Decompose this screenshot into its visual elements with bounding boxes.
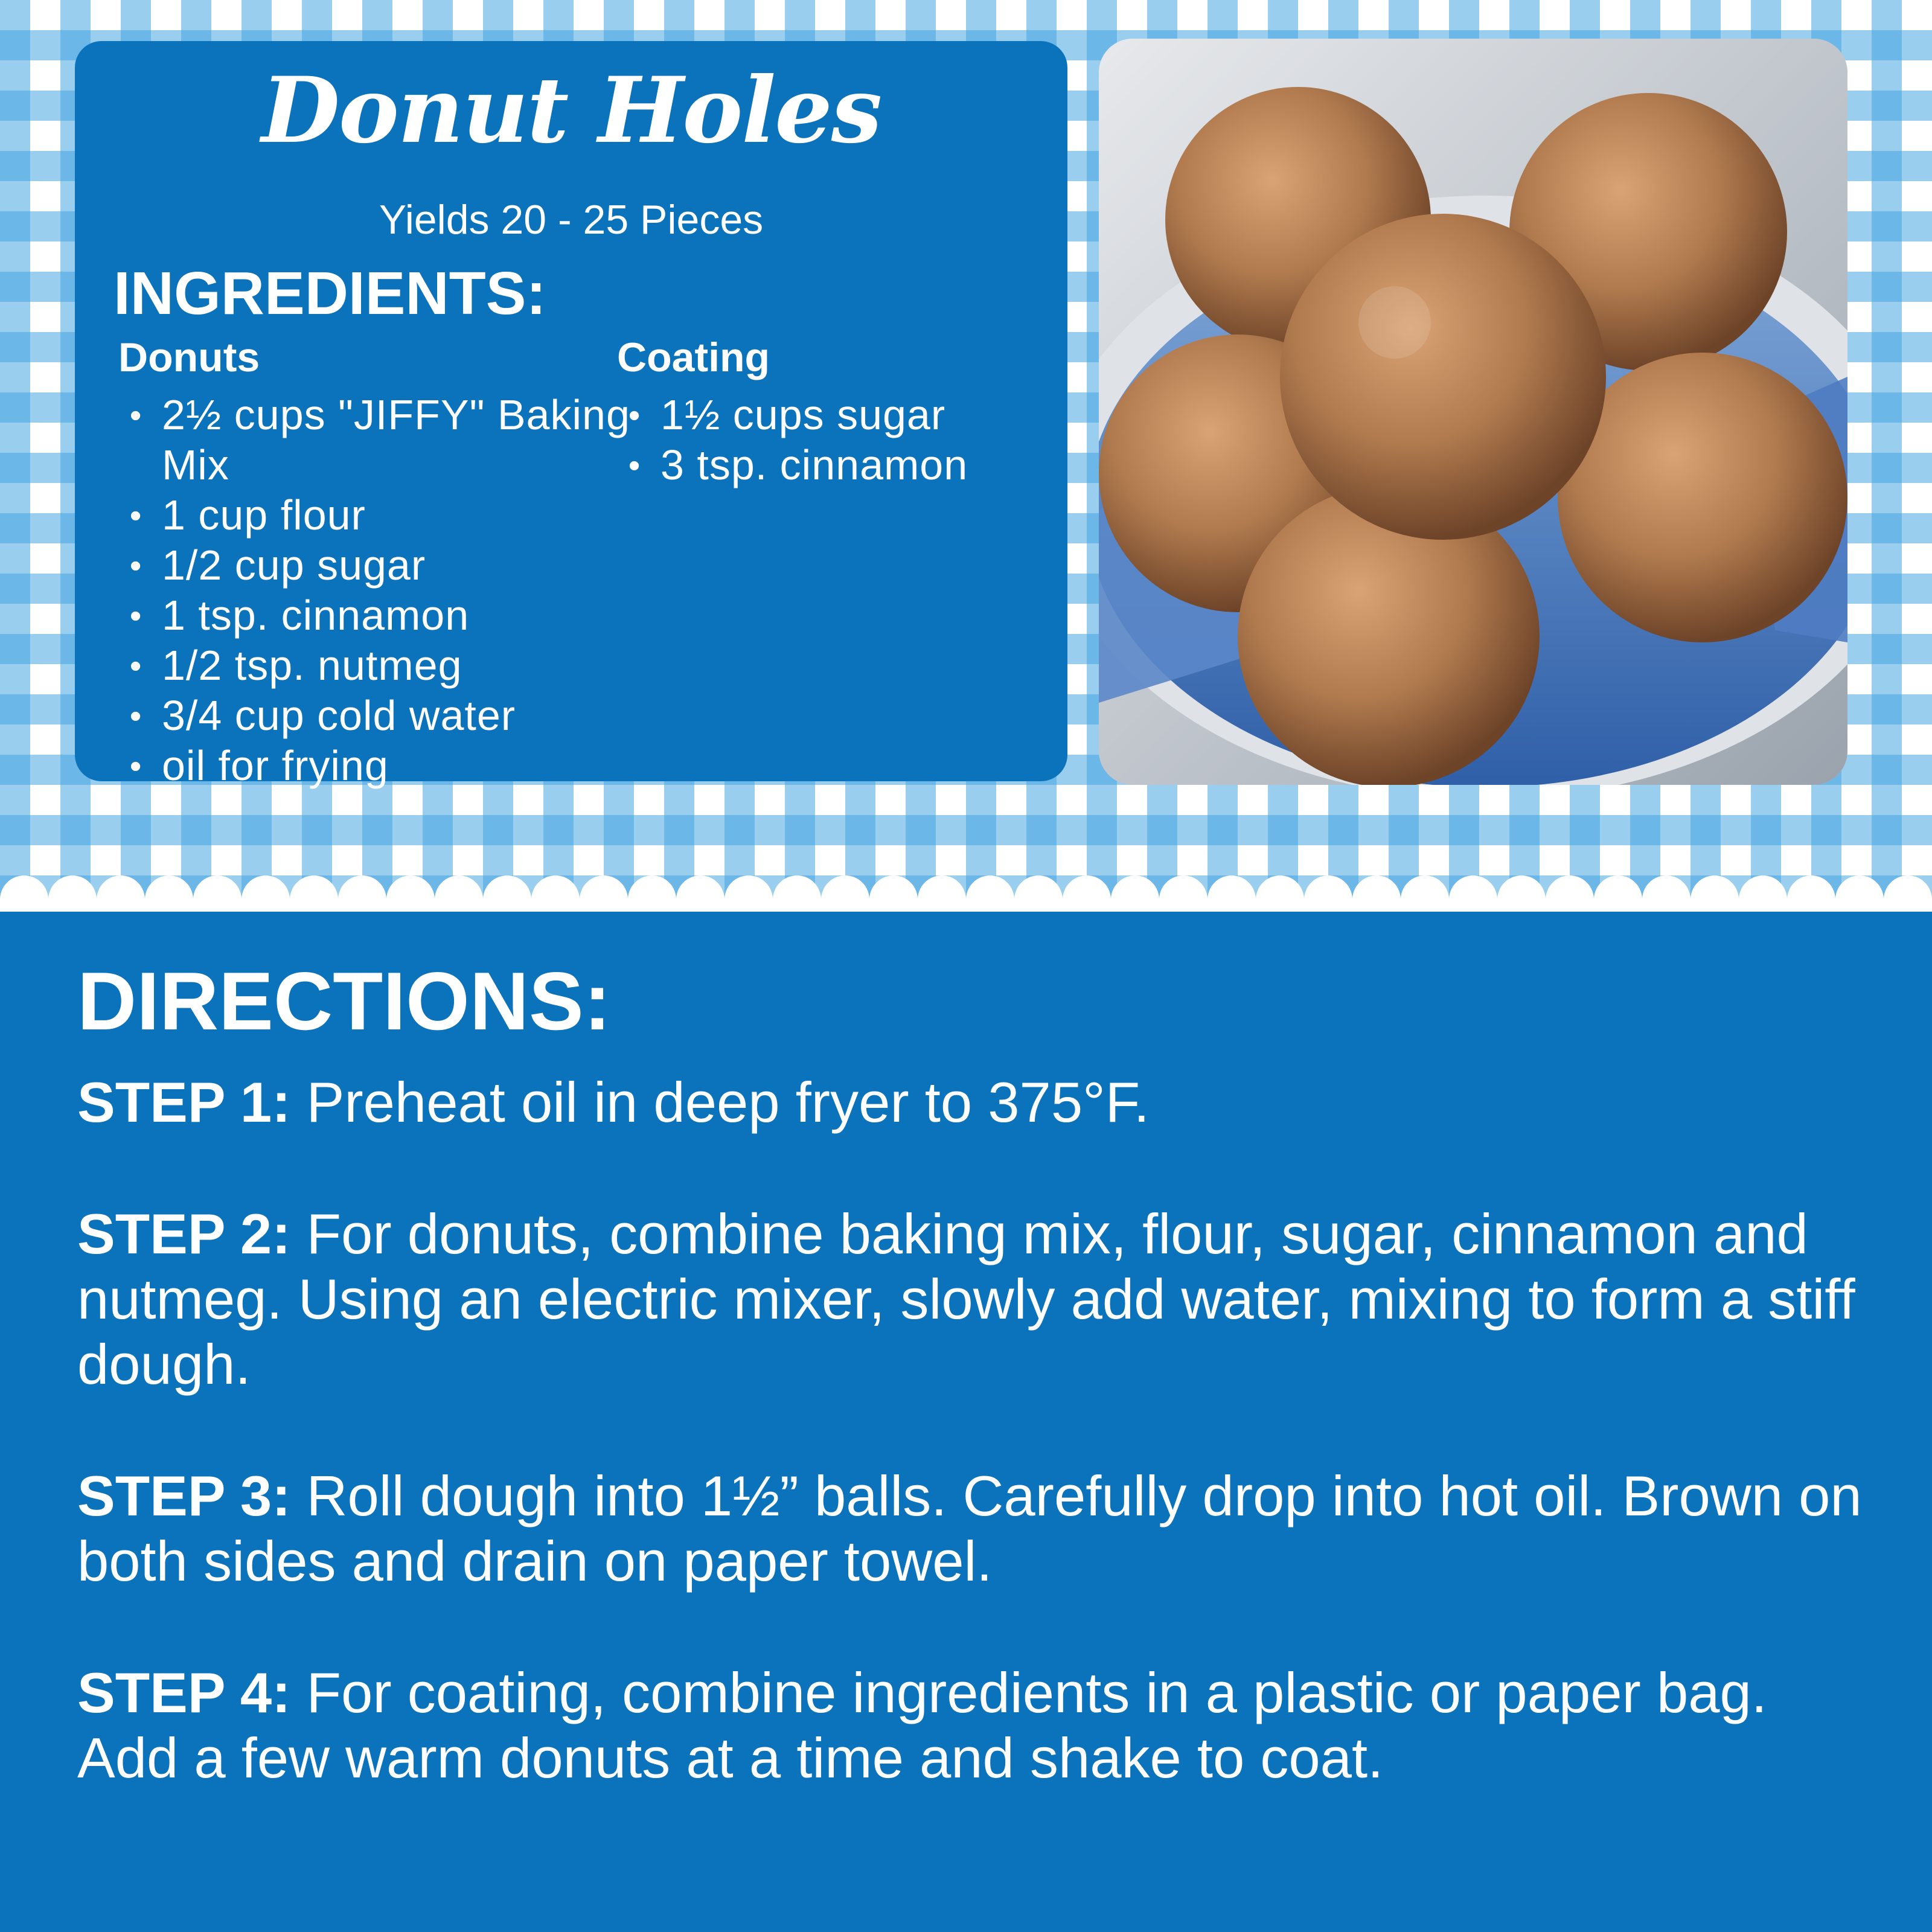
donut-holes-illustration [1099, 39, 1847, 785]
recipe-yield: Yields 20 - 25 Pieces [379, 197, 764, 243]
ingredient-item [118, 641, 650, 691]
step-text: Preheat oil in deep fryer to 375°F. [306, 1070, 1150, 1134]
donuts-ingredients [118, 334, 650, 791]
step-label: STEP 2: [77, 1202, 291, 1265]
ingredient-text: 1/2 tsp. nutmeg [162, 642, 462, 689]
ingredient-text: oil for frying [162, 742, 389, 789]
directions-heading: DIRECTIONS: [77, 955, 611, 1047]
step-label: STEP 1: [77, 1070, 291, 1134]
bullet-icon: • [129, 546, 142, 584]
ingredient-text: 1½ cups sugar [661, 391, 946, 438]
bullet-icon: • [129, 396, 142, 434]
step-2 [77, 1201, 1876, 1397]
bullet-icon: • [129, 647, 142, 685]
recipe-title: Donut Holes [261, 57, 881, 164]
bullet-icon: • [129, 697, 142, 735]
ingredient-item [118, 741, 650, 791]
ingredients-heading: INGREDIENTS: [114, 260, 546, 327]
coating-list [617, 390, 1052, 490]
bullet-icon: • [129, 747, 142, 785]
bullet-icon: • [628, 446, 641, 484]
bullet-icon: • [129, 496, 142, 534]
recipe-card [75, 41, 1067, 789]
step-3 [77, 1463, 1876, 1594]
step-text: For coating, combine ingredients in a plastic or paper bag. Add a few warm donuts at a time and shake to coat. [77, 1661, 1767, 1790]
scalloped-edge [0, 845, 1932, 918]
ingredient-text: 2½ cups "JIFFY" Baking Mix [162, 391, 630, 488]
step-4 [77, 1660, 1876, 1791]
step-text: For donuts, combine baking mix, flour, sugar, cinnamon and nutmeg. Using an electric mixer, slowly add water, mixing to form a stiff dough. [77, 1202, 1855, 1396]
ingredient-item [118, 390, 650, 490]
ingredient-item [118, 490, 650, 540]
ingredient-text: 1/2 cup sugar [162, 542, 426, 589]
coating-ingredients [617, 334, 1052, 490]
directions-steps [77, 1070, 1876, 1857]
donut-holes-photo [1099, 39, 1847, 785]
donuts-list [118, 390, 650, 791]
step-text: Roll dough into 1½” balls. Carefully drop into hot oil. Brown on both sides and drain on paper towel. [77, 1464, 1862, 1593]
step-label: STEP 4: [77, 1661, 291, 1724]
ingredient-item [118, 691, 650, 741]
coating-heading: Coating [617, 334, 770, 380]
bullet-icon: • [129, 597, 142, 635]
bullet-icon: • [628, 396, 641, 434]
ingredient-text: 1 tsp. cinnamon [162, 592, 470, 639]
ingredient-text: 3 tsp. cinnamon [661, 441, 968, 488]
step-1 [77, 1070, 1876, 1135]
ingredient-text: 1 cup flour [162, 491, 366, 539]
ingredient-item [617, 440, 1052, 490]
step-label: STEP 3: [77, 1464, 291, 1527]
ingredient-item [118, 590, 650, 641]
donuts-heading: Donuts [118, 334, 260, 380]
ingredient-item [617, 390, 1052, 440]
ingredient-text: 3/4 cup cold water [162, 692, 516, 739]
ingredient-item [118, 540, 650, 590]
